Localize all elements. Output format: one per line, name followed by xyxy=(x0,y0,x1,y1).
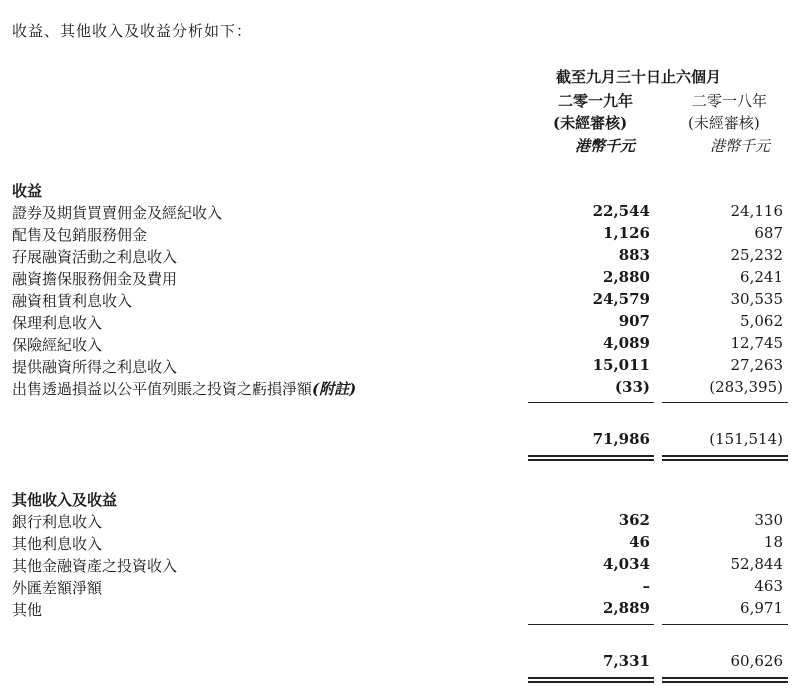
revenue-total-2019: 71,986 xyxy=(592,430,650,448)
col1-audit: (未經審核) xyxy=(553,114,628,132)
value-2018: 6,241 xyxy=(740,268,783,286)
other-total-2018: 60,626 xyxy=(730,652,783,670)
table-row-label: 其他金融資產之投資收入 xyxy=(12,557,178,575)
value-2019: 4,089 xyxy=(603,334,650,352)
total-double-rule xyxy=(662,677,788,683)
row-label-text: 出售透過損益以公平值列賬之投資之虧損淨額 xyxy=(12,380,313,398)
table-row-label: 配售及包銷服務佣金 xyxy=(12,226,148,244)
value-2018: (283,395) xyxy=(709,378,783,396)
value-2019: 362 xyxy=(618,511,650,529)
value-2019: 2,889 xyxy=(603,599,650,617)
col2-unit: 港幣千元 xyxy=(710,137,771,155)
value-2018: 687 xyxy=(754,224,783,242)
col1-year: 二零一九年 xyxy=(558,92,634,110)
section-title-other-income: 其他收入及收益 xyxy=(12,491,118,509)
table-row-label: 提供融資所得之利息收入 xyxy=(12,358,178,376)
value-2018: 12,745 xyxy=(730,334,783,352)
col1-unit: 港幣千元 xyxy=(575,137,636,155)
value-2019: 22,544 xyxy=(592,202,650,220)
value-2018: 330 xyxy=(754,511,783,529)
value-2019: 15,011 xyxy=(592,356,650,374)
table-row-label xyxy=(12,378,356,399)
table-row-label: 保險經紀收入 xyxy=(12,336,103,354)
other-total-2019: 7,331 xyxy=(603,652,650,670)
table-row-label: 融資擔保服務佣金及費用 xyxy=(12,270,178,288)
period-header: 截至九月三十日止六個月 xyxy=(556,68,722,86)
value-2019: 46 xyxy=(629,533,650,551)
value-2018: 52,844 xyxy=(730,555,783,573)
value-2019: 4,034 xyxy=(603,555,650,573)
table-row-label: 孖展融資活動之利息收入 xyxy=(12,248,178,266)
revenue-total-2018: (151,514) xyxy=(709,430,783,448)
table-row-label: 外匯差額淨額 xyxy=(12,579,103,597)
value-2019: 883 xyxy=(618,246,650,264)
subtotal-rule xyxy=(528,624,654,625)
value-2019: 1,126 xyxy=(603,224,650,242)
table-row-label: 保理利息收入 xyxy=(12,314,103,332)
value-2019: (33) xyxy=(614,378,650,396)
value-2019: 24,579 xyxy=(592,290,650,308)
value-2018: 6,971 xyxy=(740,599,783,617)
subtotal-rule xyxy=(662,402,788,403)
table-row-label: 證券及期貨買賣佣金及經紀收入 xyxy=(12,204,223,222)
total-double-rule xyxy=(662,455,788,461)
col2-audit: (未經審核) xyxy=(688,114,760,132)
table-row-label: 其他 xyxy=(12,601,43,619)
intro-text: 收益、其他收入及收益分析如下： xyxy=(12,22,253,40)
value-2018: 18 xyxy=(763,533,783,551)
value-2019: 2,880 xyxy=(603,268,650,286)
total-double-rule xyxy=(528,455,654,461)
subtotal-rule xyxy=(528,402,654,403)
note-reference: (附註) xyxy=(312,380,357,398)
col2-year: 二零一八年 xyxy=(692,92,768,110)
value-2018: 463 xyxy=(754,577,783,595)
section-title-revenue: 收益 xyxy=(12,182,43,200)
value-2018: 5,062 xyxy=(740,312,783,330)
table-row-label: 其他利息收入 xyxy=(12,535,103,553)
value-2018: 24,116 xyxy=(730,202,783,220)
value-2018: 30,535 xyxy=(730,290,783,308)
value-2018: 27,263 xyxy=(730,356,783,374)
table-row-label: 銀行利息收入 xyxy=(12,513,103,531)
total-double-rule xyxy=(528,677,654,683)
value-2018: 25,232 xyxy=(730,246,783,264)
value-2019: – xyxy=(642,577,650,595)
value-2019: 907 xyxy=(618,312,650,330)
subtotal-rule xyxy=(662,624,788,625)
table-row-label: 融資租賃利息收入 xyxy=(12,292,133,310)
